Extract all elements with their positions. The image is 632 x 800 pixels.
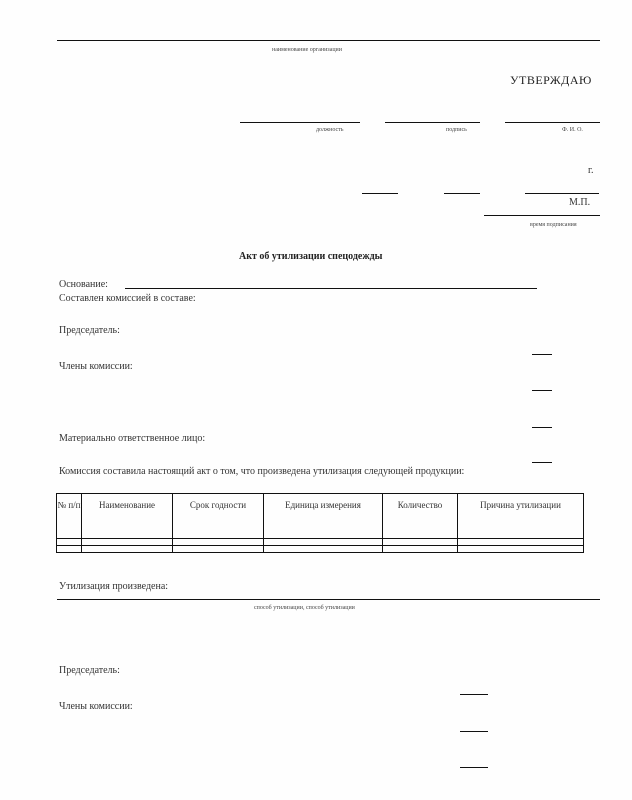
- table-row: [57, 546, 584, 553]
- signature-caption: подпись: [446, 127, 467, 133]
- extra-caption: время подписания: [530, 222, 577, 228]
- disposal-line: [57, 599, 600, 600]
- signature-line: [385, 122, 480, 123]
- month-line: [444, 193, 480, 194]
- statement-text: Комиссия составила настоящий акт о том, что произведена утилизация следующей продукции:: [59, 466, 465, 477]
- basis-label: Основание:: [59, 279, 108, 290]
- approve-heading: УТВЕРЖДАЮ: [510, 73, 592, 87]
- col-unit: Единица измерения: [264, 494, 383, 539]
- table-row: [57, 539, 584, 546]
- col-reason: Причина утилизации: [458, 494, 584, 539]
- position-caption: должность: [316, 127, 344, 133]
- fio-caption: Ф. И. О.: [562, 127, 583, 133]
- commission-label: Составлен комиссией в составе:: [59, 293, 196, 304]
- document-title: Акт об утилизации спецодежды: [239, 251, 383, 262]
- disposal-label: Утилизация произведена:: [59, 581, 169, 592]
- col-name: Наименование: [82, 494, 173, 539]
- footer-member-line-2: [460, 731, 488, 732]
- col-expiry: Срок годности: [173, 494, 264, 539]
- goods-table: [56, 493, 584, 553]
- members-label: Члены комиссии:: [59, 361, 133, 372]
- table-header-row: [57, 494, 584, 539]
- footer-member-line-1: [460, 694, 488, 695]
- footer-member-line-3: [460, 767, 488, 768]
- year-suffix: г.: [588, 165, 594, 176]
- org-line: [57, 40, 600, 41]
- chairman-label: Председатель:: [59, 325, 120, 336]
- org-caption: наименование организации: [272, 47, 342, 53]
- stamp-label: М.П.: [569, 197, 591, 208]
- member-line-2: [532, 390, 552, 391]
- responsible-label: Материально ответственное лицо:: [59, 433, 206, 444]
- position-line: [240, 122, 360, 123]
- day-line: [362, 193, 398, 194]
- footer-members-label: Члены комиссии:: [59, 701, 133, 712]
- member-line-1: [532, 354, 552, 355]
- basis-line: [125, 288, 537, 289]
- responsible-line: [532, 462, 552, 463]
- disposal-caption: способ утилизации, способ утилизации: [254, 605, 355, 611]
- fio-line: [505, 122, 600, 123]
- stamp-line: [484, 215, 600, 216]
- year-line: [525, 193, 599, 194]
- col-number: № п/п: [57, 494, 82, 539]
- footer-chairman-label: Председатель:: [59, 665, 120, 676]
- col-quantity: Количество: [383, 494, 458, 539]
- member-line-3: [532, 427, 552, 428]
